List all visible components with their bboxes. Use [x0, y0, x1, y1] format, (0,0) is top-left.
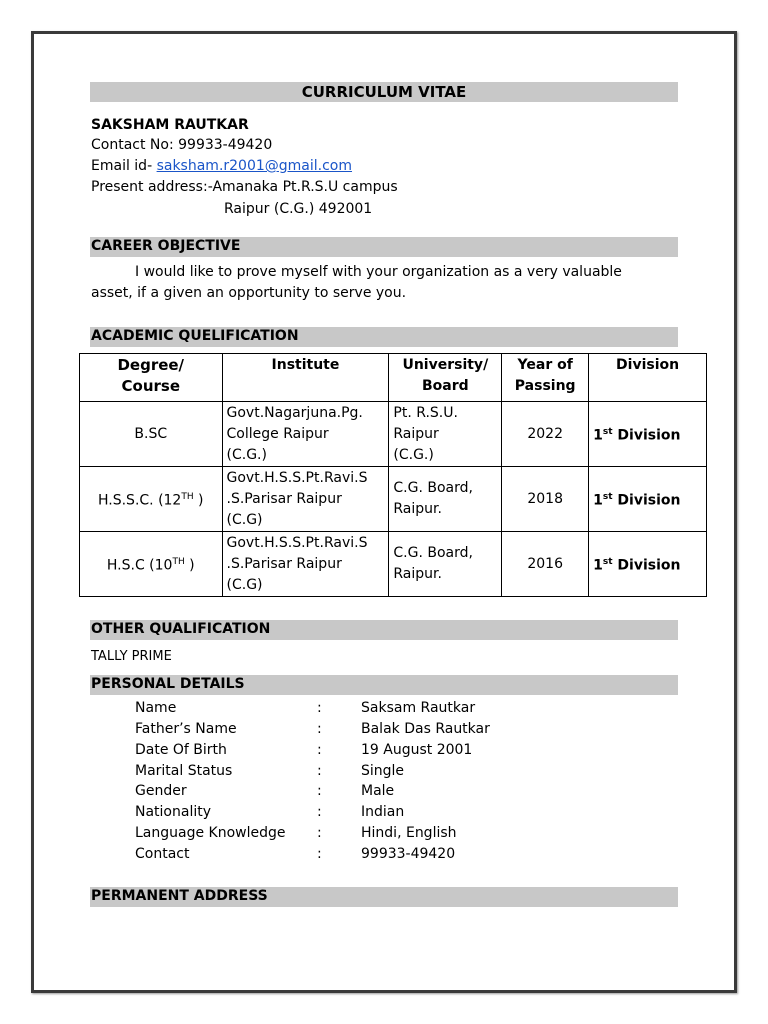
division-suffix: st: [602, 426, 613, 437]
degree-text: H.S.S.C. (12: [97, 492, 182, 509]
academic-heading: ACADEMIC QUELIFICATION: [91, 328, 299, 344]
year-cell: 2022: [502, 402, 589, 467]
division-number: 1: [593, 557, 603, 574]
career-objective-line1: I would like to prove myself with your organization as a very valuable: [135, 264, 622, 280]
board-line: Raipur.: [393, 566, 442, 582]
personal-value: Single: [361, 763, 405, 779]
personal-value: Indian: [361, 804, 405, 820]
board-line: C.G. Board,: [393, 545, 473, 561]
institute-line: (C.G): [226, 576, 263, 593]
present-address-line2: Raipur (C.G.) 492001: [224, 201, 373, 217]
institute-line: .S.Parisar Raipur: [226, 490, 342, 507]
board-cell: [389, 467, 502, 532]
header-institute-label: Institute: [271, 357, 340, 373]
personal-separator: :: [317, 783, 322, 799]
email-line: [91, 156, 352, 176]
division-text: Division: [612, 492, 681, 509]
personal-separator: :: [317, 825, 322, 841]
institute-line: Govt.H.S.S.Pt.Ravi.S: [226, 469, 368, 486]
personal-separator: :: [317, 700, 322, 716]
header-degree-line2: Course: [121, 377, 180, 395]
degree-text: B.SC: [134, 425, 168, 442]
career-objective-line2: asset, if a given an opportunity to serve you.: [91, 285, 407, 301]
personal-separator: :: [317, 804, 322, 820]
institute-cell: [222, 402, 389, 467]
division-text: Division: [612, 427, 681, 444]
degree-superscript: TH: [181, 491, 194, 502]
table-row: [80, 402, 707, 467]
board-line: C.G. Board,: [393, 480, 473, 496]
division-suffix: st: [602, 491, 613, 502]
year-cell: 2018: [502, 467, 589, 532]
degree-cell: [80, 532, 223, 597]
board-cell: [389, 402, 502, 467]
present-address-line1: Present address:-Amanaka Pt.R.S.U campus: [91, 179, 398, 195]
document-title: CURRICULUM VITAE: [90, 82, 678, 102]
degree-cell: [80, 467, 223, 532]
board-line: Raipur: [393, 425, 439, 442]
year-cell: 2016: [502, 532, 589, 597]
board-line: Pt. R.S.U.: [393, 404, 458, 421]
division-suffix: st: [602, 556, 613, 567]
header-division-label: Division: [616, 357, 680, 373]
header-board: [389, 354, 502, 402]
institute-line: (C.G): [226, 511, 263, 528]
header-division: [589, 354, 707, 402]
division-cell: [589, 467, 707, 532]
personal-key: Language Knowledge: [135, 825, 286, 841]
board-line: Raipur.: [393, 501, 442, 517]
personal-value: Hindi, English: [361, 825, 457, 841]
personal-details-heading: PERSONAL DETAILS: [91, 676, 245, 692]
personal-value: Male: [361, 783, 395, 799]
division-number: 1: [593, 492, 603, 509]
table-header-row: [80, 354, 707, 402]
division-cell: [589, 402, 707, 467]
institute-line: .S.Parisar Raipur: [226, 555, 342, 572]
academic-table: [79, 353, 707, 597]
division-text: Division: [612, 557, 681, 574]
personal-value: Balak Das Rautkar: [361, 721, 490, 737]
institute-cell: [222, 467, 389, 532]
degree-cell: [80, 402, 223, 467]
degree-suffix: ): [193, 492, 204, 509]
personal-key: Contact: [135, 846, 190, 862]
personal-key: Father’s Name: [135, 721, 237, 737]
contact-number: Contact No: 99933-49420: [91, 137, 273, 153]
email-label: Email id-: [91, 158, 157, 174]
degree-suffix: ): [184, 557, 195, 574]
personal-separator: :: [317, 721, 322, 737]
personal-value: 99933-49420: [361, 846, 456, 862]
board-line: (C.G.): [393, 446, 434, 463]
email-link[interactable]: saksham.r2001@gmail.com: [156, 158, 353, 174]
institute-cell: [222, 532, 389, 597]
personal-value: 19 August 2001: [361, 742, 473, 758]
degree-text: H.S.C (10: [106, 557, 173, 574]
header-year: [502, 354, 589, 402]
division-number: 1: [593, 427, 603, 444]
institute-line: Govt.Nagarjuna.Pg.: [226, 404, 363, 421]
header-institute: [222, 354, 389, 402]
degree-superscript: TH: [172, 556, 185, 567]
personal-key: Marital Status: [135, 763, 233, 779]
header-degree: [80, 354, 223, 402]
personal-value: Saksam Rautkar: [361, 700, 476, 716]
division-cell: [589, 532, 707, 597]
header-board-line2: Board: [421, 378, 469, 394]
personal-key: Name: [135, 700, 177, 716]
personal-separator: :: [317, 846, 322, 862]
candidate-name: SAKSHAM RAUTKAR: [91, 117, 249, 133]
personal-key: Date Of Birth: [135, 742, 227, 758]
personal-key: Gender: [135, 783, 187, 799]
header-board-line1: University/: [402, 357, 489, 373]
other-qualification-heading: OTHER QUALIFICATION: [91, 621, 271, 637]
institute-line: Govt.H.S.S.Pt.Ravi.S: [226, 534, 368, 551]
other-qualification-item: TALLY PRIME: [91, 649, 172, 664]
personal-separator: :: [317, 763, 322, 779]
personal-key: Nationality: [135, 804, 212, 820]
header-year-line1: Year of: [517, 357, 573, 373]
permanent-address-heading: PERMANENT ADDRESS: [91, 888, 268, 904]
table-row: [80, 467, 707, 532]
career-objective-heading: CAREER OBJECTIVE: [91, 238, 241, 254]
header-year-line2: Passing: [514, 378, 576, 394]
personal-separator: :: [317, 742, 322, 758]
institute-line: College Raipur: [226, 425, 329, 442]
table-row: [80, 532, 707, 597]
board-cell: [389, 532, 502, 597]
header-degree-line1: Degree/: [117, 356, 185, 374]
institute-line: (C.G.): [226, 446, 267, 463]
